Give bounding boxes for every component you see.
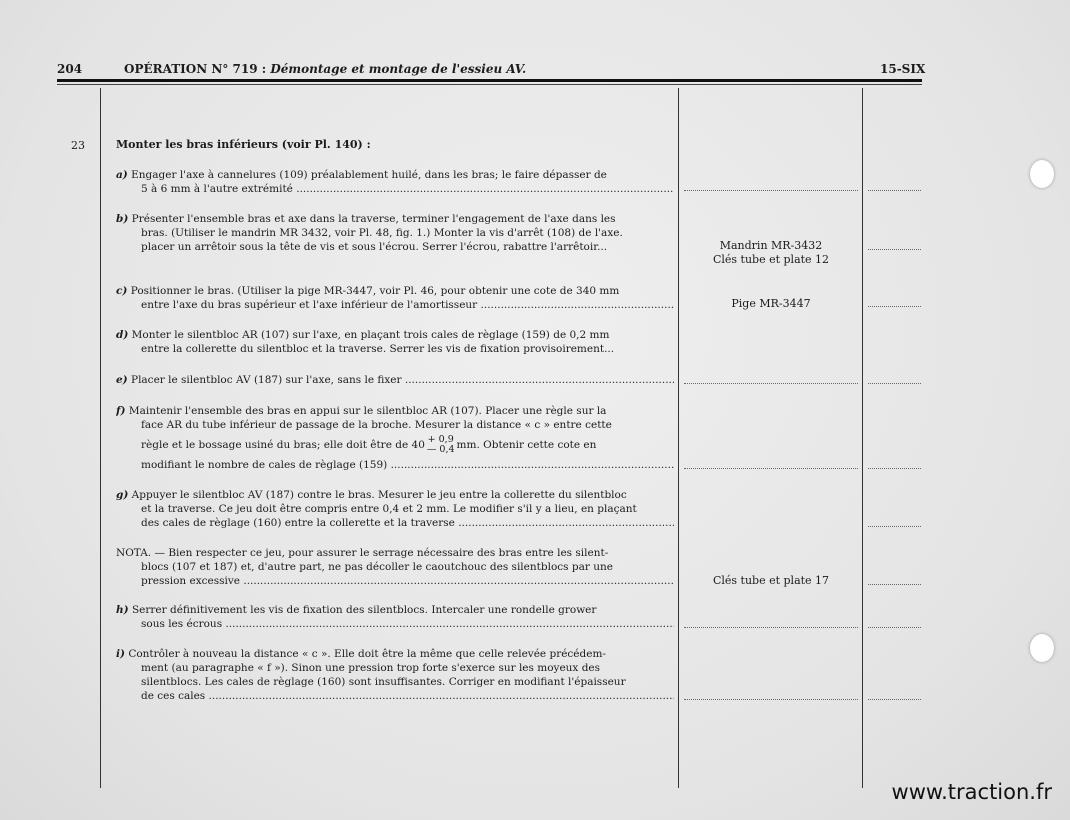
text-line: Engager l'axe à cannelures (109) préalablement huilé, dans les bras; le faire dépasser de <box>131 169 607 181</box>
text-line: pression excessive ..... <box>141 575 674 587</box>
text-line: 5 à 6 mm à l'autre extrémité ..... <box>141 183 674 195</box>
column-line-text-end <box>678 88 679 788</box>
tolerance <box>427 435 455 455</box>
label-e: e) <box>116 374 128 386</box>
check-rule <box>868 249 921 250</box>
column-line-tools-end <box>862 88 863 788</box>
text-line: et la traverse. Ce jeu doit être compris entre 0,4 et 2 mm. Le modifier s'il y a lieu, en plaçant <box>141 503 637 515</box>
tool-rule <box>684 627 858 628</box>
step-title: Monter les bras inférieurs (voir Pl. 140) : <box>116 138 371 151</box>
text-line: bras. (Utiliser le mandrin MR 3432, voir Pl. 48, fig. 1.) Monter la vis d'arrêt (108) de l'axe. <box>141 227 623 239</box>
tolerance-minus: — 0,4 <box>426 444 455 455</box>
check-rule <box>868 383 921 384</box>
paragraph-b <box>116 212 674 254</box>
paragraph-nota <box>116 546 674 588</box>
text-line: Serrer définitivement les vis de fixation des silentblocs. Intercaler une rondelle grower <box>131 604 597 616</box>
column-line-left <box>100 88 101 788</box>
tool-pige: Pige MR-3447 <box>731 297 811 310</box>
text-line: sous les écrous ..... <box>141 618 674 630</box>
paragraph-d <box>116 328 674 356</box>
label-a: a) <box>116 169 128 181</box>
text-line: ment (au paragraphe « f »). Sinon une pression trop forte s'exerce sur les moyeux des <box>141 662 601 674</box>
binder-hole <box>1030 634 1054 662</box>
header-rule <box>57 79 922 82</box>
tool-rule <box>684 383 858 384</box>
text-line: placer un arrêtoir sous la tête de vis et sous l'écrou. Serrer l'écrou, rabattre l'arrêtoir... <box>141 241 608 253</box>
operation-header <box>124 62 526 76</box>
text-line: Placer le silentbloc AV (187) sur l'axe, sans le fixer ..... <box>131 374 674 386</box>
text-line: Positionner le bras. (Utiliser la pige MR-3447, voir Pl. 46, pour obtenir une cote de 340 mm <box>130 285 620 297</box>
text-line: entre la collerette du silentbloc et la traverse. Serrer les vis de fixation provisoirement... <box>141 343 615 355</box>
tool-mandrin: Mandrin MR-3432 <box>719 239 823 252</box>
page-number: 204 <box>57 62 83 76</box>
check-rule <box>868 699 921 700</box>
operation-title: Démontage et montage de l'essieu AV. <box>270 62 527 76</box>
text-line: des cales de règlage (160) entre la collerette et la traverse ..... <box>141 517 674 529</box>
text-line: silentblocs. Les cales de règlage (160) sont insuffisantes. Corriger en modifiant l'épaisseur <box>141 676 626 688</box>
paragraph-a <box>116 168 674 196</box>
check-rule <box>868 584 921 585</box>
paragraph-f <box>116 404 674 472</box>
text-line: mm. Obtenir cette cote en <box>456 439 597 451</box>
label-h: h) <box>116 604 129 616</box>
tool-keys-12: Clés tube et plate 12 <box>712 253 830 266</box>
step-number: 23 <box>71 139 85 152</box>
paragraph-i <box>116 647 674 703</box>
check-rule <box>868 306 921 307</box>
tool-rule <box>684 468 858 469</box>
text-line: Contrôler à nouveau la distance « c ». Elle doit être la même que celle relevée précédem- <box>128 648 606 660</box>
paragraph-e <box>116 373 674 387</box>
label-d: d) <box>116 329 129 341</box>
tolerance-plus: + 0,9 <box>427 434 454 445</box>
text-line: face AR du tube inférieur de passage de la broche. Mesurer la distance « c » entre cette <box>141 419 612 431</box>
label-i: i) <box>116 648 125 660</box>
check-rule <box>868 526 921 527</box>
label-c: c) <box>116 285 128 297</box>
tool-rule <box>684 699 858 700</box>
label-g: g) <box>116 489 129 501</box>
text-line: entre l'axe du bras supérieur et l'axe inférieur de l'amortisseur ..... <box>141 299 674 311</box>
check-rule <box>868 190 921 191</box>
paragraph-c <box>116 284 674 312</box>
text-line: Présenter l'ensemble bras et axe dans la traverse, terminer l'engagement de l'axe dans les <box>131 213 616 225</box>
tool-rule <box>684 190 858 191</box>
text-line: Appuyer le silentbloc AV (187) contre le bras. Mesurer le jeu entre la collerette du silentbloc <box>131 489 627 501</box>
check-rule <box>868 468 921 469</box>
paragraph-h <box>116 603 674 631</box>
text-line: Monter le silentbloc AR (107) sur l'axe, en plaçant trois cales de règlage (159) de 0,2 mm <box>131 329 610 341</box>
label-f: f) <box>116 405 126 417</box>
label-b: b) <box>116 213 129 225</box>
check-rule <box>868 627 921 628</box>
tool-keys-17: Clés tube et plate 17 <box>712 574 830 587</box>
binder-hole <box>1030 160 1054 188</box>
text-line: blocs (107 et 187) et, d'autre part, ne pas décoller le caoutchouc des silentblocs par une <box>141 561 613 573</box>
watermark: www.traction.fr <box>891 780 1052 804</box>
header-rule-thin <box>57 84 922 85</box>
paragraph-g <box>116 488 674 530</box>
text-line: Bien respecter ce jeu, pour assurer le serrage nécessaire des bras entre les silent- <box>168 547 609 559</box>
text-line: Maintenir l'ensemble des bras en appui sur le silentbloc AR (107). Placer une règle sur la <box>128 405 607 417</box>
label-nota: NOTA. — <box>116 547 165 559</box>
operation-prefix: OPÉRATION N° 719 : <box>124 62 267 76</box>
model-code: 15-SIX <box>880 62 926 76</box>
text-line: de ces cales ..... <box>141 690 674 702</box>
text-line: modifiant le nombre de cales de règlage (159) ..... <box>141 459 674 471</box>
text-line: règle et le bossage usiné du bras; elle doit être de 40 <box>141 439 425 451</box>
